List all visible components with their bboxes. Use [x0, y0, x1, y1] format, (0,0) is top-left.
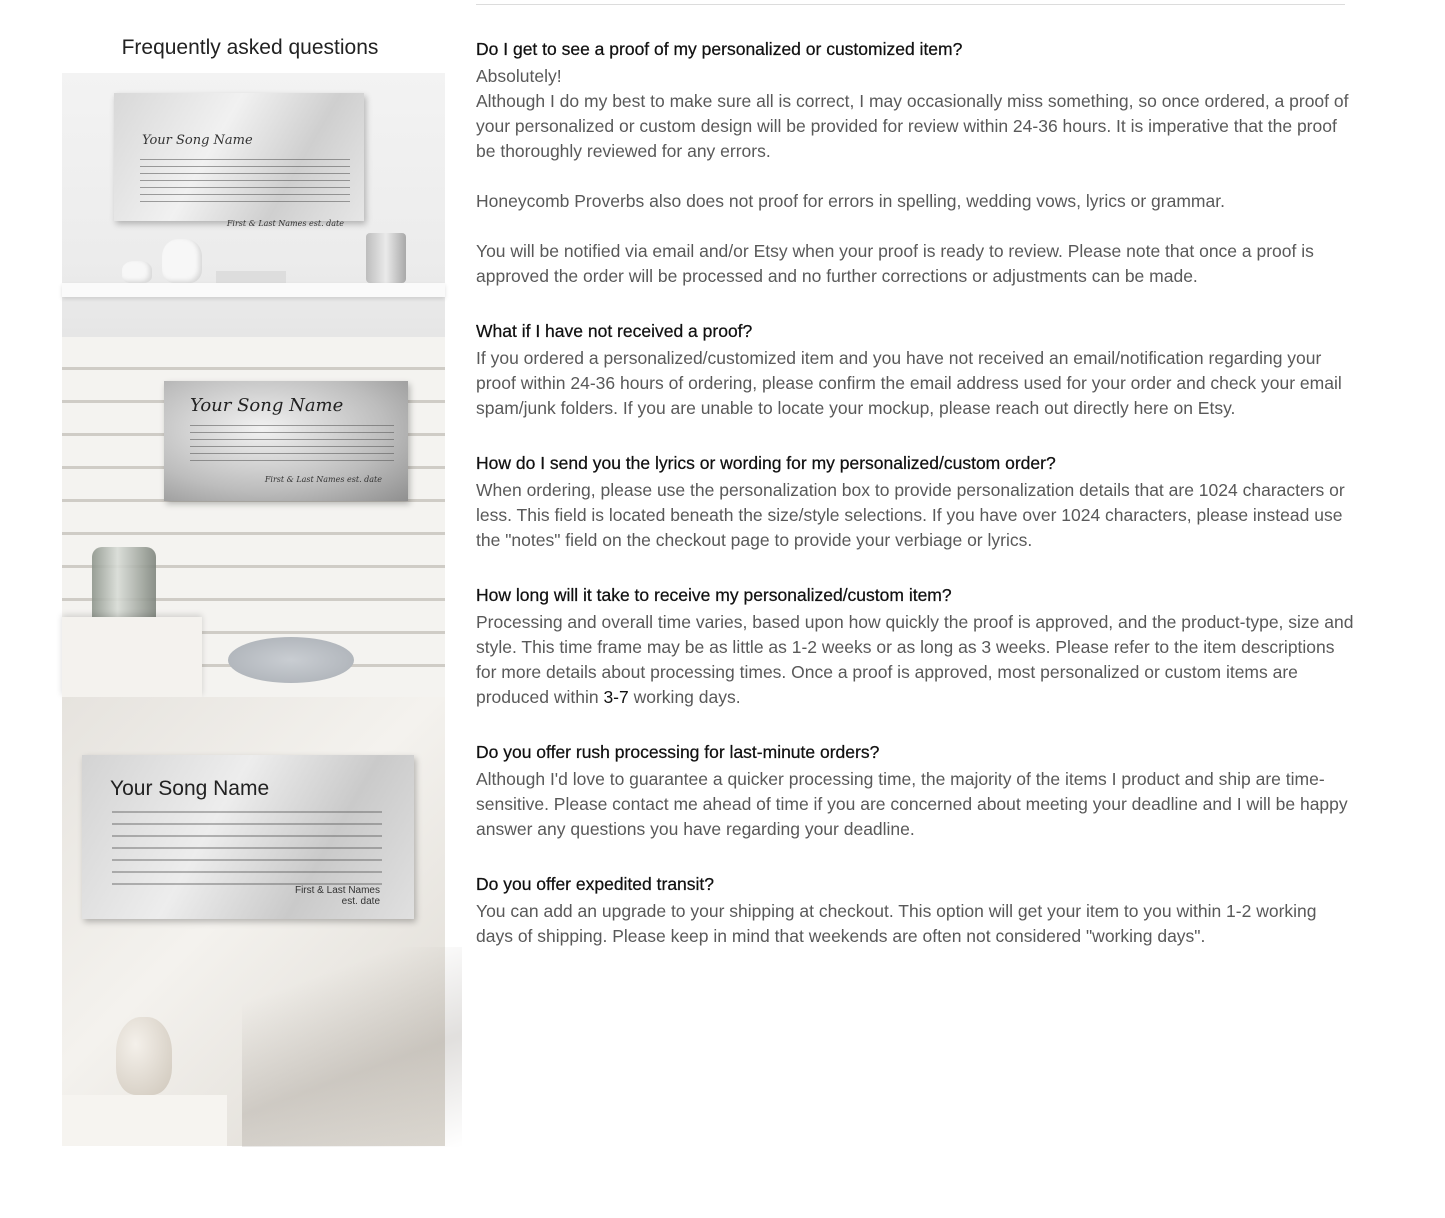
decor-chair	[62, 617, 202, 697]
mockup-lyrics-lines	[190, 425, 394, 467]
canvas-mockup-silver	[164, 381, 408, 501]
faq-item	[476, 38, 1356, 289]
faq-answer: Processing and overall time varies, based upon how quickly the proof is approved, and the product-type, size and style. This time frame may be as little as 1-2 weeks or as long as 3 weeks. Please refer to the item descriptions for more details about processing times. Once a proof is approved, most personalized or custom items are produced within 3-7 working days.	[476, 612, 1354, 707]
mockup-signature: First & Last Names est. date	[294, 885, 380, 907]
mockup-lyrics-lines	[140, 159, 350, 208]
faq-item	[476, 741, 1356, 842]
product-photo-brick-wall	[62, 337, 445, 697]
mockup-signature: First & Last Names est. date	[226, 219, 344, 228]
canvas-mockup-metal	[82, 755, 414, 919]
decor-watering-can	[366, 233, 406, 283]
faq-list	[476, 38, 1356, 949]
faq-answer: When ordering, please use the personalization box to provide personalization details that are 1024 characters or less. This field is located beneath the size/style selections. If you have over 1024 characters, please instead use the "notes" field on the checkout page to provide your verbiage or lyrics.	[476, 480, 1345, 550]
faq-item	[476, 873, 1356, 949]
faq-heading: Frequently asked questions	[121, 36, 379, 59]
processing-days-highlight: 3-7	[603, 687, 629, 707]
product-photo-shelf	[62, 73, 445, 337]
faq-question: What if I have not received a proof?	[476, 321, 753, 341]
faq-item	[476, 452, 1356, 553]
faq-item	[476, 584, 1356, 710]
mockup-title: Your Song Name	[190, 395, 344, 416]
faq-item	[476, 320, 1356, 421]
mockup-title: Your Song Name	[142, 133, 253, 148]
light-shadow	[242, 947, 462, 1147]
mockup-signature: First & Last Names est. date	[264, 475, 382, 484]
faq-question: How long will it take to receive my personalized/custom item?	[476, 585, 952, 605]
decor-vase	[116, 1017, 172, 1095]
decor-vase	[162, 239, 202, 283]
faq-answer: If you ordered a personalized/customized item and you have not received an email/notification regarding your proof within 24-36 hours of ordering, please confirm the email address used for your order and check your email spam/junk folders. If you are unable to locate your mockup, please reach out directly here on Etsy.	[476, 348, 1342, 418]
faq-question: Do you offer rush processing for last-minute orders?	[476, 742, 880, 762]
decor-pillow	[228, 637, 354, 683]
faq-question: How do I send you the lyrics or wording for my personalized/custom order?	[476, 453, 1056, 473]
faq-answer: Although I'd love to guarantee a quicker processing time, the majority of the items I product and ship are time-sensitive. Please contact me ahead of time if you are concerned about meeting your deadline and I will be happy answer any questions you have regarding your deadline.	[476, 769, 1348, 839]
decor-side-table	[62, 1095, 227, 1146]
top-divider	[476, 4, 1345, 5]
faq-answer: Absolutely! Although I do my best to make sure all is correct, I may occasionally miss something, so once ordered, a proof of your personalized or custom design will be provided for review within 24-36 hours. It is imperative that the proof be thoroughly reviewed for any errors. Honeycomb Proverbs also does not proof for errors in spelling, wedding vows, lyrics or grammar. You will be notified via email and/or Etsy when your proof is ready to review. Please note that once a proof is approved the order will be processed and no further corrections or adjustments can be made.	[476, 66, 1349, 286]
mockup-lyrics-lines	[112, 811, 382, 895]
faq-question: Do you offer expedited transit?	[476, 874, 715, 894]
product-photo-sunlit-room	[62, 697, 445, 1146]
faq-question: Do I get to see a proof of my personalized or customized item?	[476, 39, 963, 59]
faq-answer: You can add an upgrade to your shipping at checkout. This option will get your item to you within 1-2 working days of shipping. Please keep in mind that weekends are often not considered "working days".	[476, 901, 1317, 946]
product-photos	[62, 73, 445, 1146]
decor-shelf	[62, 283, 445, 297]
mockup-title: Your Song Name	[110, 777, 270, 800]
decor-bowl	[122, 261, 152, 283]
canvas-mockup-script	[114, 93, 364, 228]
